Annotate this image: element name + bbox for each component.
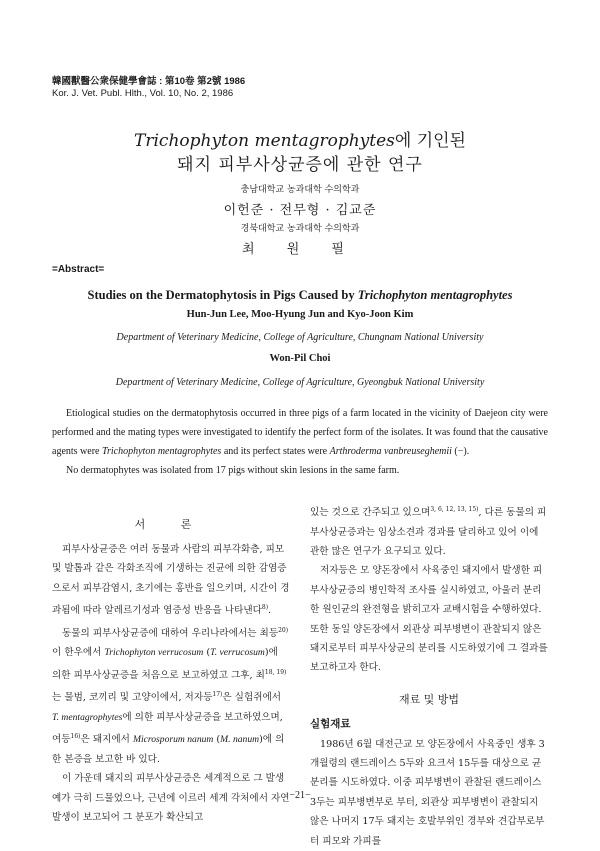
abstract-text: and its perfect states were [221, 446, 330, 457]
abstract-label: =Abstract= [52, 264, 105, 275]
species-name: Trichophyton verrucosum [104, 647, 204, 659]
korean-authors-1: 이헌준 · 전무형 · 김교준 [223, 203, 377, 218]
citation-ref: 16) [70, 733, 81, 741]
abstract-perfect-state: Arthroderma vanbreuseghemii [329, 446, 452, 457]
page-number: −21− [289, 790, 311, 801]
left-column [52, 540, 290, 828]
body-text: ( [203, 647, 211, 659]
right-paragraph-1 [310, 500, 548, 561]
korean-authors-2: 최 원 필 [242, 242, 358, 257]
english-authors-2: Won-Pil Choi [269, 353, 331, 364]
english-title-main: Studies on the Dermatophytosis in Pigs Caused by [87, 288, 358, 302]
citation-ref: 17) [212, 691, 223, 699]
department-1: Department of Veterinary Medicine, College of Agriculture, Chungnam National University [116, 332, 484, 343]
intro-paragraph-1 [52, 540, 290, 621]
journal-header [52, 76, 245, 100]
body-text: 피부사상균증은 여러 동물과 사람의 피부각화층, 피모 및 발톱과 같은 각화조직에 기생하는 진균에 의한 감염증으로서 피부감염시, 초기에는 홍반을 일으키며, 시간이 경과됨에 따라 알레르기성과 염증성 반응을 나타낸다 [52, 544, 290, 617]
korean-affiliation-1: 충남대학교 농과대학 수의학과 [240, 185, 360, 195]
korean-title-suffix: 에 기인된 [394, 131, 466, 151]
korean-affiliation-2: 경북대학교 농과대학 수의학과 [240, 224, 360, 234]
materials-subheading: 실험재료 [310, 718, 351, 731]
abstract-species: Trichophyton mentagrophytes [101, 446, 222, 457]
body-text: 동물의 피부사상균증에 대하여 우리나라에서는 최등 [62, 628, 279, 639]
korean-title-line2: 돼지 피부사상균증에 관한 연구 [177, 155, 423, 175]
intro-paragraph-2 [52, 621, 290, 770]
abstract-text: (−). [451, 446, 470, 457]
body-text: . [268, 605, 272, 617]
korean-title-species: Trichophyton mentagrophytes [134, 131, 395, 151]
abstract-paragraph-2: No dermatophytes was isolated from 17 pigs without skin lesions in the same farm. [66, 465, 400, 476]
body-text: ( [213, 734, 221, 746]
species-name: M. nanum [220, 734, 260, 746]
body-text: 있는 것으로 간주되고 있으며 [310, 507, 431, 519]
body-text: )에 의한 본증을 보고한 바 있다. [52, 734, 285, 765]
citation-ref: 18, 19) [264, 668, 287, 676]
species-name: T. mentagrophytes [52, 712, 123, 723]
right-paragraph-2: 저자등은 모 양돈장에서 사육중인 돼지에서 발생한 피부사상균증의 병인학적 조사를 실시하였고, 아울러 분리한 원인균의 완전형을 밝히고자 교배시험을 수행하였다. 또한 동일 양돈장에서 외관상 피부병변이 관찰되지 않은 돼지로부터 피부사상균의 분리를 시도하였기에 그 결과를 보고하고자 한다. [310, 565, 548, 674]
abstract-text: Etiological studies on the dermatophytosis occurred in three pigs of a farm located in the vicinity of Daejeon city were performed and the mating types were investigated to identify the perfect form of the isolates. It was found that the causative agents were [52, 408, 548, 457]
body-text: 은 실험쥐에서 [222, 692, 282, 704]
english-title [0, 288, 600, 303]
english-authors-1: Hun-Jun Lee, Moo-Hyung Jun and Kyo-Joon Kim [186, 309, 414, 320]
body-text: 는 물범, 코끼리 및 고양이에서, 저자등 [52, 692, 213, 704]
intro-paragraph-3: 이 가운데 돼지의 피부사상균증은 세계적으로 그 발생예가 극히 드물었으나, 근년에 이르러 세계 각처에서 자연발생이 보고되어 그 분포가 확산되고 [52, 773, 290, 824]
methods-heading: 재료 및 방법 [398, 692, 460, 706]
journal-english-citation: Kor. J. Vet. Publ. Hlth., Vol. 10, No. 2, 1986 [52, 88, 234, 99]
body-text: 은 돼지에서 [80, 734, 133, 746]
body-text: 에 의한 피부사상균증을 보고하였으며, 여등 [52, 712, 283, 746]
department-2: Department of Veterinary Medicine, College of Agriculture, Gyeongbuk National University [115, 377, 485, 388]
abstract-body [52, 404, 548, 480]
citation-ref: 20) [278, 626, 289, 634]
species-name: T. verrucosum [210, 647, 265, 659]
species-name: Microsporum nanum [132, 734, 214, 746]
body-text: 이 한우에서 [52, 647, 105, 659]
introduction-heading: 서 론 [134, 518, 208, 531]
body-text: )에 의한 피부사상균증을 처음으로 보고하였고 그후, 최 [52, 647, 278, 681]
abstract-paragraph-1 [52, 404, 548, 461]
right-paragraph-3: 1986년 6월 대전근교 모 양돈장에서 사육중인 생후 3개월령의 랜드레이스 5두와 요크셔 15두를 대상으로 균분리를 시도하였다. 이중 피부병변이 관찰된 랜드레이스 3두는 피부병변부로 부터, 외관상 피부병변이 관찰되지 않은 나머지 17두 돼지는 호발부위인 경부와 견갑부로부터 피모와 가피를 [310, 738, 545, 847]
citation-ref: 8) [261, 604, 269, 612]
journal-korean-citation: 韓國獸醫公衆保健學會誌 : 第10卷 第2號 1986 [52, 76, 246, 87]
citation-ref: 3, 6, 12, 13, 15) [430, 506, 479, 513]
body-text: , 다른 동물의 피부사상균증과는 임상소견과 경과를 달리하고 있어 이에 관한 많은 연구가 요구되고 있다. [310, 507, 547, 557]
english-title-species: Trichophyton mentagrophytes [357, 288, 513, 302]
korean-title-line1 [0, 126, 600, 151]
